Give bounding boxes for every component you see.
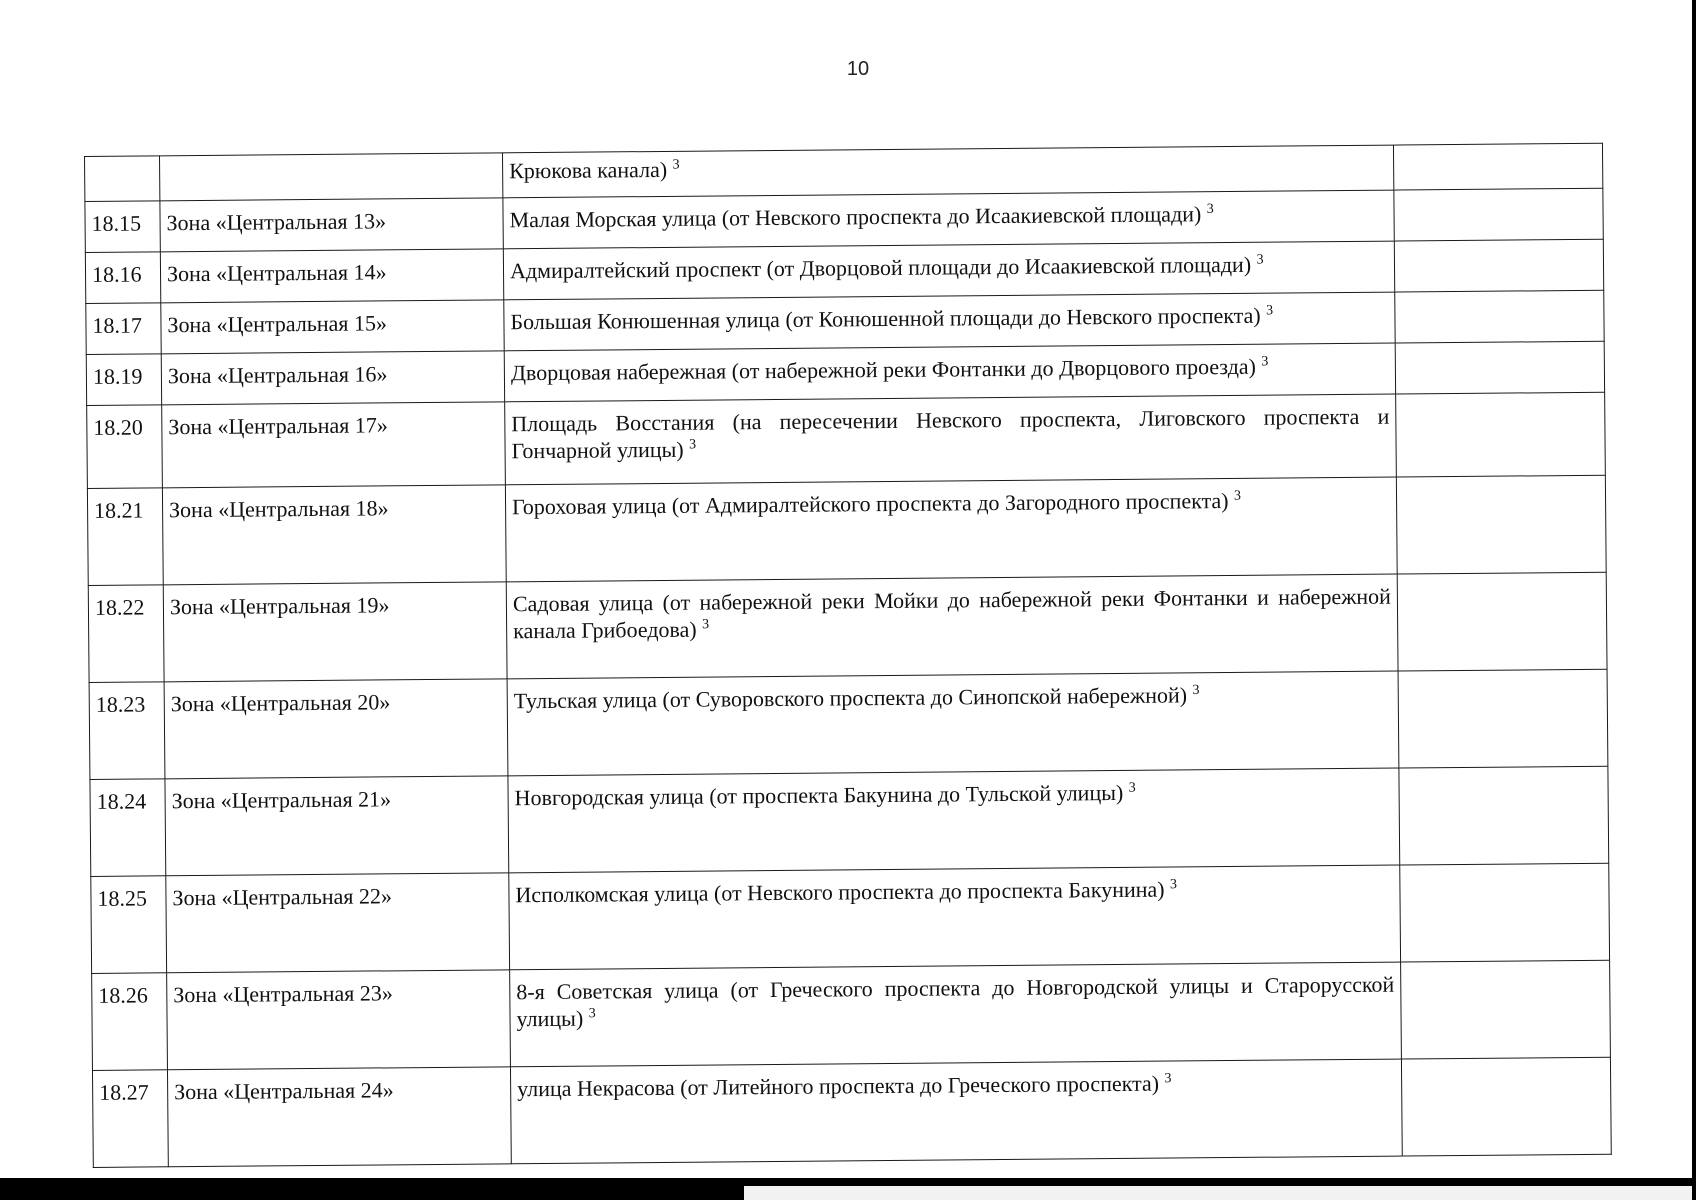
zone-name: Зона «Центральная 15»	[161, 300, 504, 354]
zone-boundaries	[509, 865, 1401, 970]
empty-cell	[1400, 863, 1610, 962]
empty-cell	[1401, 1057, 1611, 1156]
footnote-mark: 3	[702, 617, 710, 633]
table-row	[87, 392, 1606, 488]
zone-boundaries-text: Адмиралтейский проспект (от Дворцовой площади до Исаакиевской площади)	[509, 251, 1252, 284]
footnote-mark: 3	[1128, 780, 1136, 796]
row-number: 18.21	[87, 488, 163, 586]
footnote-mark: 3	[1266, 303, 1274, 319]
row-number: 18.27	[92, 1070, 168, 1168]
zone-boundaries-text: Тульская улица (от Суворовского проспекта до Синопской набережной)	[513, 682, 1188, 714]
zone-name	[160, 153, 503, 201]
empty-cell	[1398, 669, 1608, 768]
row-number: 18.17	[86, 303, 161, 355]
scan-bottom-edge-light	[744, 1186, 1696, 1200]
empty-cell	[1395, 290, 1604, 343]
empty-cell	[1393, 143, 1602, 190]
zone-boundaries	[502, 145, 1393, 198]
zone-name: Зона «Центральная 22»	[166, 873, 510, 973]
zone-boundaries	[508, 768, 1400, 873]
footnote-mark: 3	[1192, 682, 1200, 699]
empty-cell	[1397, 572, 1607, 671]
zone-boundaries-text: Малая Морская улица (от Невского проспекта до Исаакиевской площади)	[509, 201, 1202, 233]
zone-boundaries	[505, 394, 1397, 485]
table-row	[88, 572, 1607, 682]
empty-cell	[1394, 188, 1603, 241]
table-row	[87, 475, 1606, 585]
zone-boundaries-text: Исполкомская улица (от Невского проспекта до проспекта Бакунина)	[515, 876, 1165, 908]
row-number: 18.23	[89, 682, 165, 780]
row-number: 18.26	[92, 973, 168, 1071]
zones-table	[84, 143, 1612, 1168]
zone-boundaries-text: Крюкова канала)	[509, 156, 668, 184]
footnote-mark: 3	[1256, 252, 1264, 268]
zone-boundaries	[510, 962, 1402, 1067]
zone-name: Зона «Центральная 17»	[162, 402, 506, 488]
zone-name: Зона «Центральная 24»	[167, 1067, 511, 1167]
footnote-mark: 3	[588, 1006, 596, 1022]
zone-name: Зона «Центральная 16»	[161, 351, 504, 405]
empty-cell	[1399, 766, 1609, 865]
zone-boundaries-text: Большая Конюшенная улица (от Конюшенной площади до Невского проспекта)	[510, 302, 1261, 335]
zone-name: Зона «Центральная 14»	[160, 249, 503, 303]
zone-boundaries	[510, 1059, 1402, 1164]
page-number: 10	[846, 58, 870, 80]
row-number: 18.16	[85, 252, 160, 304]
zone-boundaries	[503, 190, 1394, 249]
zone-boundaries-text: Дворцовая набережная (от набережной реки Фонтанки до Дворцового проезда)	[510, 353, 1257, 386]
row-number	[85, 156, 160, 202]
empty-cell	[1396, 475, 1606, 574]
zone-boundaries	[504, 343, 1395, 402]
footnote-mark: 3	[672, 157, 680, 173]
row-number: 18.19	[86, 354, 161, 406]
zones-table-body	[85, 143, 1612, 1167]
scan-right-edge	[1692, 0, 1696, 1200]
zone-boundaries	[506, 574, 1398, 679]
zone-name: Зона «Центральная 19»	[163, 582, 507, 682]
zone-boundaries-text: Садовая улица (от набережной реки Мойки до набережной реки Фонтанки и набережной канала Грибоедова)	[512, 583, 1391, 644]
zone-name: Зона «Центральная 13»	[160, 198, 503, 252]
footnote-mark: 3	[1164, 1071, 1172, 1087]
zone-name: Зона «Центральная 23»	[167, 970, 511, 1070]
zone-boundaries	[507, 671, 1399, 776]
row-number: 18.22	[88, 585, 164, 683]
table-row	[90, 766, 1609, 876]
zone-boundaries-text: Площадь Восстания (на пересечении Невского проспекта, Лиговского проспекта и Гончарной улицы)	[511, 403, 1390, 464]
footnote-mark: 3	[1206, 201, 1214, 217]
zone-boundaries-text: 8-я Советская улица (от Греческого проспекта до Новгородской улицы и Старорусской улицы)	[516, 971, 1395, 1032]
zone-name: Зона «Центральная 21»	[165, 776, 509, 876]
table-row	[92, 960, 1611, 1070]
zone-name: Зона «Центральная 20»	[164, 679, 508, 779]
footnote-mark: 3	[689, 437, 697, 453]
empty-cell	[1395, 341, 1604, 394]
table-row	[89, 669, 1608, 779]
empty-cell	[1394, 239, 1603, 292]
zone-boundaries-text: улица Некрасова (от Литейного проспекта до Греческого проспекта)	[517, 1070, 1160, 1102]
footnote-mark: 3	[1233, 488, 1242, 504]
row-number: 18.24	[90, 779, 166, 877]
row-number: 18.15	[85, 201, 160, 253]
table-row	[91, 863, 1610, 973]
footnote-mark: 3	[1261, 354, 1269, 370]
row-number: 18.20	[87, 405, 163, 489]
empty-cell	[1396, 392, 1606, 477]
empty-cell	[1401, 960, 1611, 1059]
zone-boundaries	[504, 292, 1395, 351]
zone-name: Зона «Центральная 18»	[162, 485, 506, 585]
zone-boundaries	[505, 477, 1397, 582]
zone-boundaries-text: Гороховая улица (от Адмиралтейского проспекта до Загородного проспекта)	[511, 488, 1229, 520]
footnote-mark: 3	[1169, 877, 1178, 893]
zone-boundaries	[503, 241, 1394, 300]
zone-boundaries-text: Новгородская улица (от проспекта Бакунина до Тульской улицы)	[514, 779, 1124, 811]
table-row	[92, 1057, 1611, 1167]
row-number: 18.25	[91, 876, 167, 974]
